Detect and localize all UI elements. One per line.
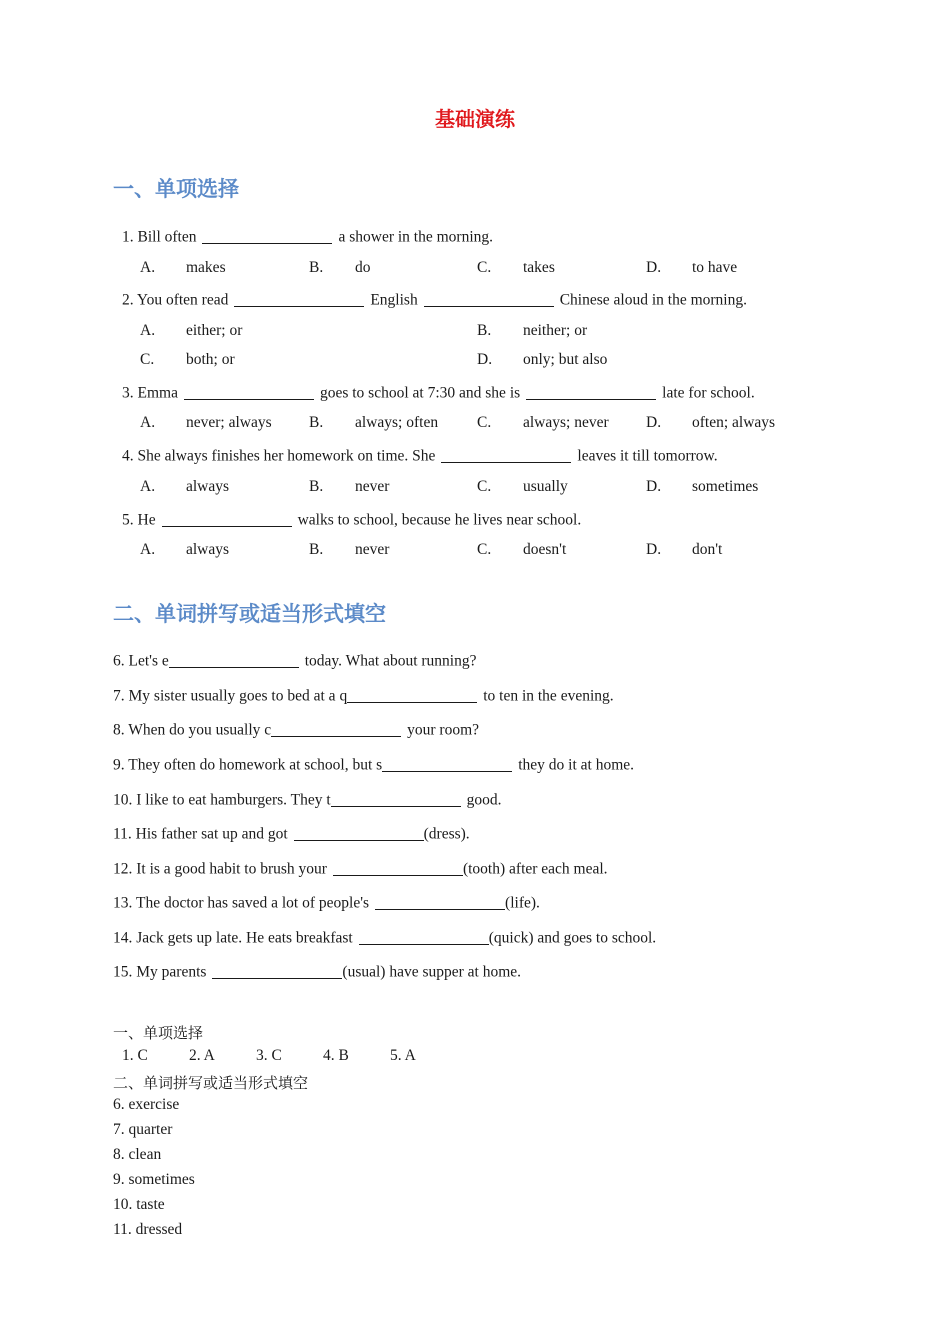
answer-blank	[271, 720, 401, 737]
question-7: 7. My sister usually goes to bed at a q to ten in the evening.	[113, 687, 614, 705]
answer-heading-2: 二、单词拼写或适当形式填空	[113, 1074, 309, 1092]
question-text: 4. She always finishes her homework on time. She	[122, 447, 436, 465]
answer-blank	[331, 790, 461, 807]
question-4	[122, 446, 718, 466]
answer-blank	[212, 962, 342, 979]
option-b: B. always; often	[309, 414, 439, 431]
section-heading-fill-in: 二、单词拼写或适当形式填空	[113, 602, 386, 626]
question-text: Chinese aloud in the morning.	[559, 291, 747, 309]
answer-fill-10: 10. taste	[113, 1196, 165, 1213]
option-c: C. always; never	[477, 414, 609, 431]
question-text: a shower in the morning.	[338, 228, 494, 246]
answer-fill-11: 11. dressed	[113, 1221, 183, 1238]
answer-blank	[202, 227, 332, 244]
answer-blank	[375, 893, 505, 910]
answer-mc-5: 5. A	[390, 1047, 416, 1064]
question-text: late for school.	[662, 384, 755, 402]
answer-mc-2: 2. A	[189, 1047, 215, 1064]
question-11: 11. His father sat up and got (dress).	[113, 825, 470, 843]
question-text: English	[370, 291, 418, 309]
section-heading-multiple-choice: 一、单项选择	[113, 177, 239, 201]
option-c: C. usually	[477, 478, 568, 495]
option-a: A. either; or	[140, 322, 243, 339]
question-5	[122, 510, 581, 530]
option-b: B. never	[309, 541, 390, 558]
answer-blank	[162, 510, 292, 527]
answer-blank	[333, 859, 463, 876]
answer-mc-3: 3. C	[256, 1047, 282, 1064]
question-text: 2. You often read	[122, 291, 229, 309]
question-2	[122, 290, 747, 310]
question-8: 8. When do you usually c your room?	[113, 721, 480, 739]
question-14: 14. Jack gets up late. He eats breakfast (quick) and goes to school.	[113, 929, 657, 947]
question-3	[122, 383, 755, 403]
option-a: A. always	[140, 541, 230, 558]
question-text: 5. He	[122, 511, 156, 529]
answer-fill-6: 6. exercise	[113, 1096, 180, 1113]
answer-blank	[184, 383, 314, 400]
option-b: B. never	[309, 478, 390, 495]
answer-blank	[234, 290, 364, 307]
question-text: 3. Emma	[122, 384, 178, 402]
answer-heading-1: 一、单项选择	[113, 1024, 204, 1042]
answer-blank	[424, 290, 554, 307]
answer-fill-8: 8. clean	[113, 1146, 162, 1163]
answer-blank	[169, 651, 299, 668]
option-a: A. always	[140, 478, 230, 495]
question-13: 13. The doctor has saved a lot of people's (life).	[113, 894, 540, 912]
option-d: D. don't	[646, 541, 723, 558]
answer-blank	[382, 755, 512, 772]
answer-fill-7: 7. quarter	[113, 1121, 173, 1138]
option-b: B. do	[309, 259, 371, 276]
option-c: C. doesn't	[477, 541, 567, 558]
option-a: A. makes	[140, 259, 226, 276]
option-a: A. never; always	[140, 414, 272, 431]
answer-mc-4: 4. B	[323, 1047, 349, 1064]
answer-mc-1: 1. C	[122, 1047, 148, 1064]
question-12: 12. It is a good habit to brush your (tooth) after each meal.	[113, 860, 608, 878]
question-10: 10. I like to eat hamburgers. They t good.	[113, 791, 502, 809]
option-b: B. neither; or	[477, 322, 588, 339]
question-text: goes to school at 7:30 and she is	[319, 384, 521, 402]
option-d: D. often; always	[646, 414, 776, 431]
option-d: D. to have	[646, 259, 738, 276]
answer-blank	[294, 824, 424, 841]
question-1	[122, 227, 493, 247]
question-15: 15. My parents (usual) have supper at home.	[113, 963, 522, 981]
question-6: 6. Let's e today. What about running?	[113, 652, 477, 670]
page-title: 基础演练	[435, 107, 515, 131]
answer-blank	[526, 383, 656, 400]
answer-blank	[441, 446, 571, 463]
answer-fill-9: 9. sometimes	[113, 1171, 195, 1188]
option-c: C. both; or	[140, 351, 235, 368]
question-text: walks to school, because he lives near school.	[297, 511, 582, 529]
answer-blank	[347, 686, 477, 703]
question-text: 1. Bill often	[122, 228, 197, 246]
option-d: D. only; but also	[477, 351, 608, 368]
option-c: C. takes	[477, 259, 555, 276]
question-text: leaves it till tomorrow.	[577, 447, 718, 465]
answer-blank	[359, 928, 489, 945]
question-9: 9. They often do homework at school, but s they do it at home.	[113, 756, 634, 774]
option-d: D. sometimes	[646, 478, 759, 495]
